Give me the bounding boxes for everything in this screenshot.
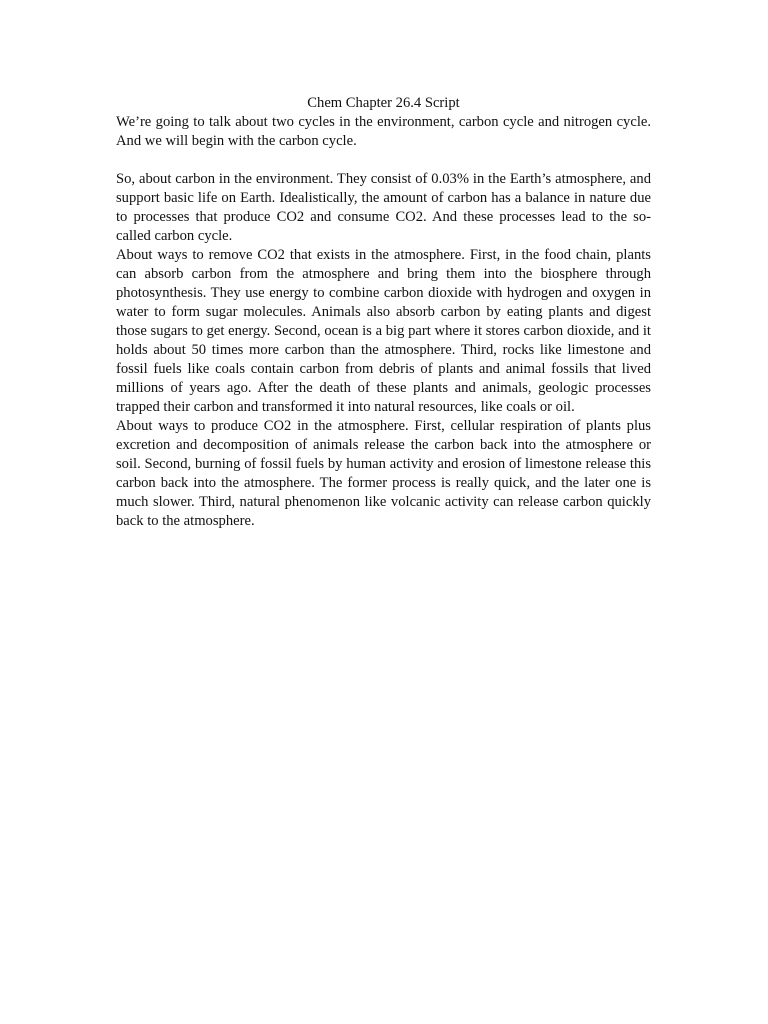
paragraph-carbon-environment: So, about carbon in the environment. They consist of 0.03% in the Earth’s atmosphere, and support basic life on Earth. Idealistically, the amount of carbon has a balance in nature due to processes that produce CO2 and consume CO2. And these processes lead to the so-called carbon cycle.	[116, 171, 651, 244]
paragraph-intro: We’re going to talk about two cycles in the environment, carbon cycle and nitrogen cycle. And we will begin with the carbon cycle.	[116, 114, 651, 149]
paragraph-remove-co2: About ways to remove CO2 that exists in the atmosphere. First, in the food chain, plants can absorb carbon from the atmosphere and bring them into the biosphere through photosynthesis. They use energy to combine carbon dioxide with hydrogen and oxygen in water to form sugar molecules. Animals also absorb carbon by eating plants and digest those sugars to get energy. Second, ocean is a big part where it stores carbon dioxide, and it holds about 50 times more carbon than the atmosphere. Third, rocks like limestone and fossil fuels like coals contain carbon from debris of plants and animal fossils that lived millions of years ago. After the death of these plants and animals, geologic processes trapped their carbon and transformed it into natural resources, like coals or oil.	[116, 247, 651, 415]
document-page	[116, 94, 651, 531]
document-title: Chem Chapter 26.4 Script	[307, 95, 460, 111]
paragraph-produce-co2: About ways to produce CO2 in the atmosphere. First, cellular respiration of plants plus excretion and decomposition of animals release the carbon back into the atmosphere or soil. Second, burning of fossil fuels by human activity and erosion of limestone release this carbon back into the atmosphere. The former process is really quick, and the later one is much slower. Third, natural phenomenon like volcanic activity can release carbon quickly back to the atmosphere.	[116, 418, 651, 529]
paragraph-spacer	[116, 151, 651, 170]
